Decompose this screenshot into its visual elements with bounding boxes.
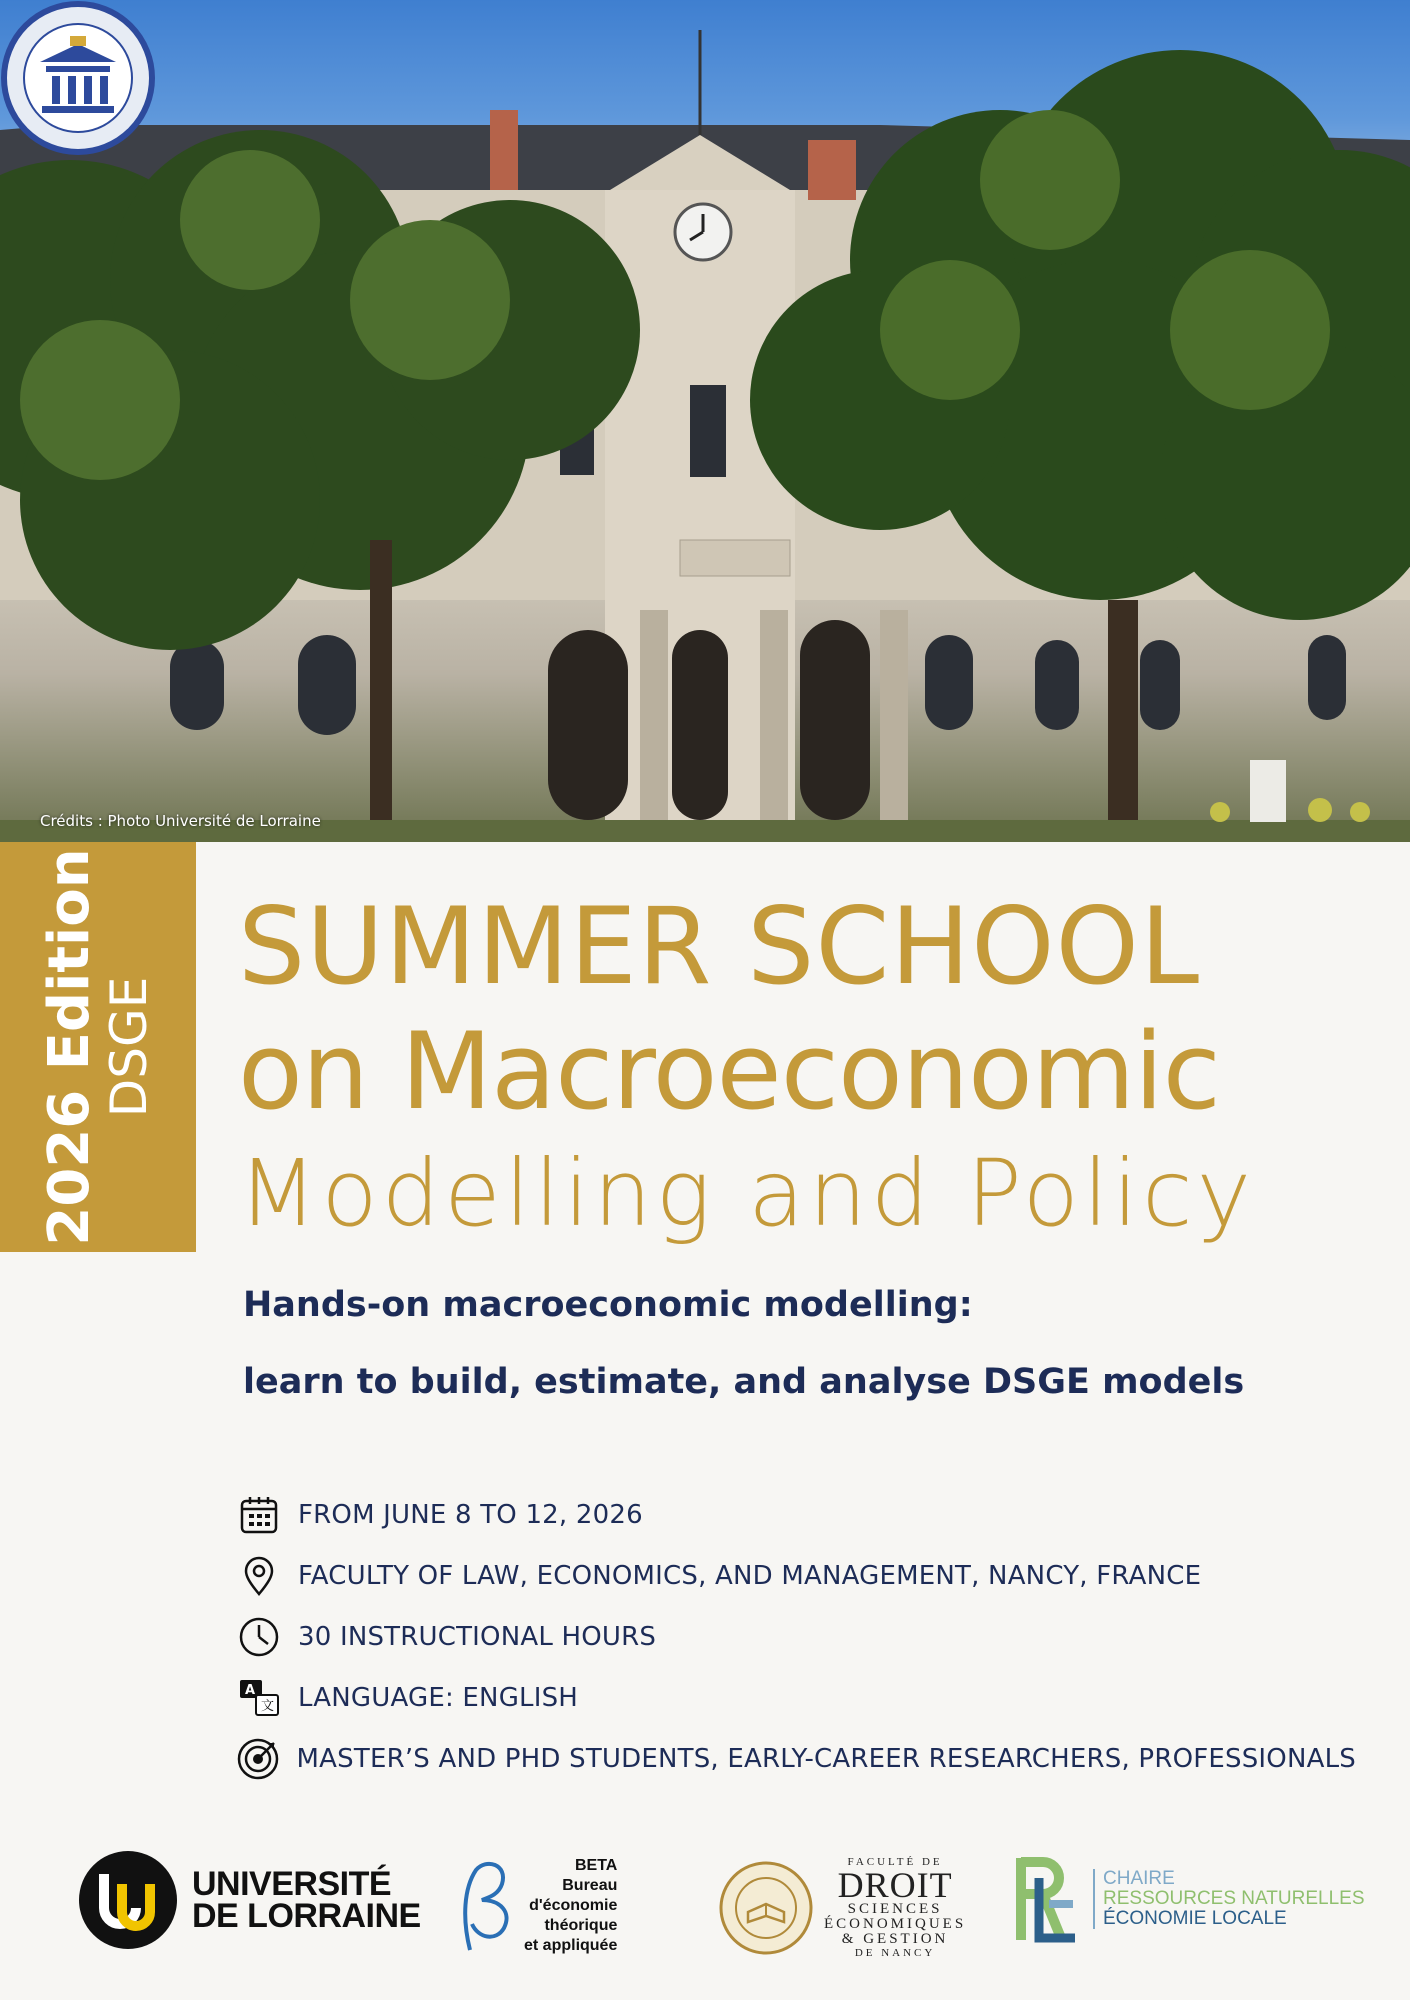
building-illustration bbox=[0, 0, 1410, 842]
clock-icon bbox=[236, 1614, 282, 1660]
title-line-1: SUMMER SCHOOL bbox=[238, 885, 1201, 1008]
beta-line-3: d'économie bbox=[529, 1897, 618, 1914]
partner-logos bbox=[0, 1840, 1410, 1970]
beta-mark-icon bbox=[456, 1858, 516, 1954]
beta-line-1: BETA bbox=[574, 1857, 618, 1874]
title-line-3: Modelling and Policy bbox=[238, 1140, 1256, 1247]
beta-line-4: théorique bbox=[544, 1917, 618, 1934]
faculte-droit-logo bbox=[718, 1856, 966, 1959]
universite-de-lorraine-logo bbox=[78, 1850, 421, 1950]
info-item-location bbox=[236, 1545, 1356, 1606]
beta-logo bbox=[456, 1856, 617, 1956]
subtitle-line-1: Hands-on macroeconomic modelling: bbox=[243, 1285, 973, 1325]
rl-mark-icon bbox=[1015, 1854, 1079, 1944]
location-pin-icon bbox=[236, 1553, 282, 1599]
subtitle-line-2: learn to build, estimate, and analyse DSGE models bbox=[243, 1362, 1245, 1402]
hero-photo bbox=[0, 0, 1410, 842]
droit-line-6: DE NANCY bbox=[854, 1947, 936, 1959]
chaire-rnel-logo bbox=[1015, 1854, 1365, 1944]
beta-line-5: et appliquée bbox=[524, 1937, 618, 1954]
beta-line-2: Bureau bbox=[562, 1877, 618, 1894]
info-hours: 30 INSTRUCTIONAL HOURS bbox=[298, 1621, 657, 1652]
summer-school-badge-logo bbox=[0, 0, 156, 156]
edition-year: 2026 Edition bbox=[37, 848, 102, 1246]
info-location: FACULTY OF LAW, ECONOMICS, AND MANAGEMENT, NANCY, FRANCE bbox=[298, 1560, 1202, 1591]
edition-topic: DSGE bbox=[100, 976, 158, 1118]
droit-line-4: ÉCONOMIQUES bbox=[824, 1916, 967, 1932]
ul-line-1: UNIVERSITÉ bbox=[192, 1865, 392, 1903]
info-item-dates bbox=[236, 1484, 1356, 1545]
droit-line-5: & GESTION bbox=[841, 1931, 949, 1947]
info-audience: MASTER’S AND PHD STUDENTS, EARLY-CAREER RESEARCHERS, PROFESSIONALS bbox=[296, 1743, 1356, 1774]
info-list bbox=[236, 1484, 1356, 1789]
droit-line-2: DROIT bbox=[837, 1865, 953, 1905]
info-item-audience bbox=[236, 1728, 1356, 1789]
svg-text:文: 文 bbox=[261, 1698, 275, 1714]
droit-line-3: SCIENCES bbox=[847, 1901, 943, 1917]
translate-icon bbox=[236, 1675, 282, 1721]
chaire-line-2: RESSOURCES NATURELLES bbox=[1103, 1888, 1365, 1909]
chaire-line-3: ÉCONOMIE LOCALE bbox=[1103, 1908, 1287, 1929]
info-language: LANGUAGE: ENGLISH bbox=[298, 1682, 579, 1713]
seal-icon bbox=[718, 1860, 814, 1956]
svg-text:A: A bbox=[245, 1682, 256, 1698]
droit-line-1: FACULTÉ DE bbox=[847, 1856, 943, 1868]
ul-mark-icon bbox=[78, 1850, 178, 1950]
photo-credit: Crédits : Photo Université de Lorraine bbox=[40, 812, 321, 830]
info-item-language bbox=[236, 1667, 1356, 1728]
info-dates: FROM JUNE 8 TO 12, 2026 bbox=[298, 1499, 643, 1530]
calendar-icon bbox=[236, 1492, 282, 1538]
info-item-hours bbox=[236, 1606, 1356, 1667]
chaire-line-1: CHAIRE bbox=[1103, 1868, 1175, 1889]
ul-line-2: DE LORRAINE bbox=[192, 1897, 421, 1935]
target-icon bbox=[236, 1736, 281, 1782]
title-line-2: on Macroeconomic bbox=[238, 1010, 1220, 1133]
edition-label bbox=[39, 848, 157, 1245]
edition-band bbox=[0, 842, 196, 1252]
